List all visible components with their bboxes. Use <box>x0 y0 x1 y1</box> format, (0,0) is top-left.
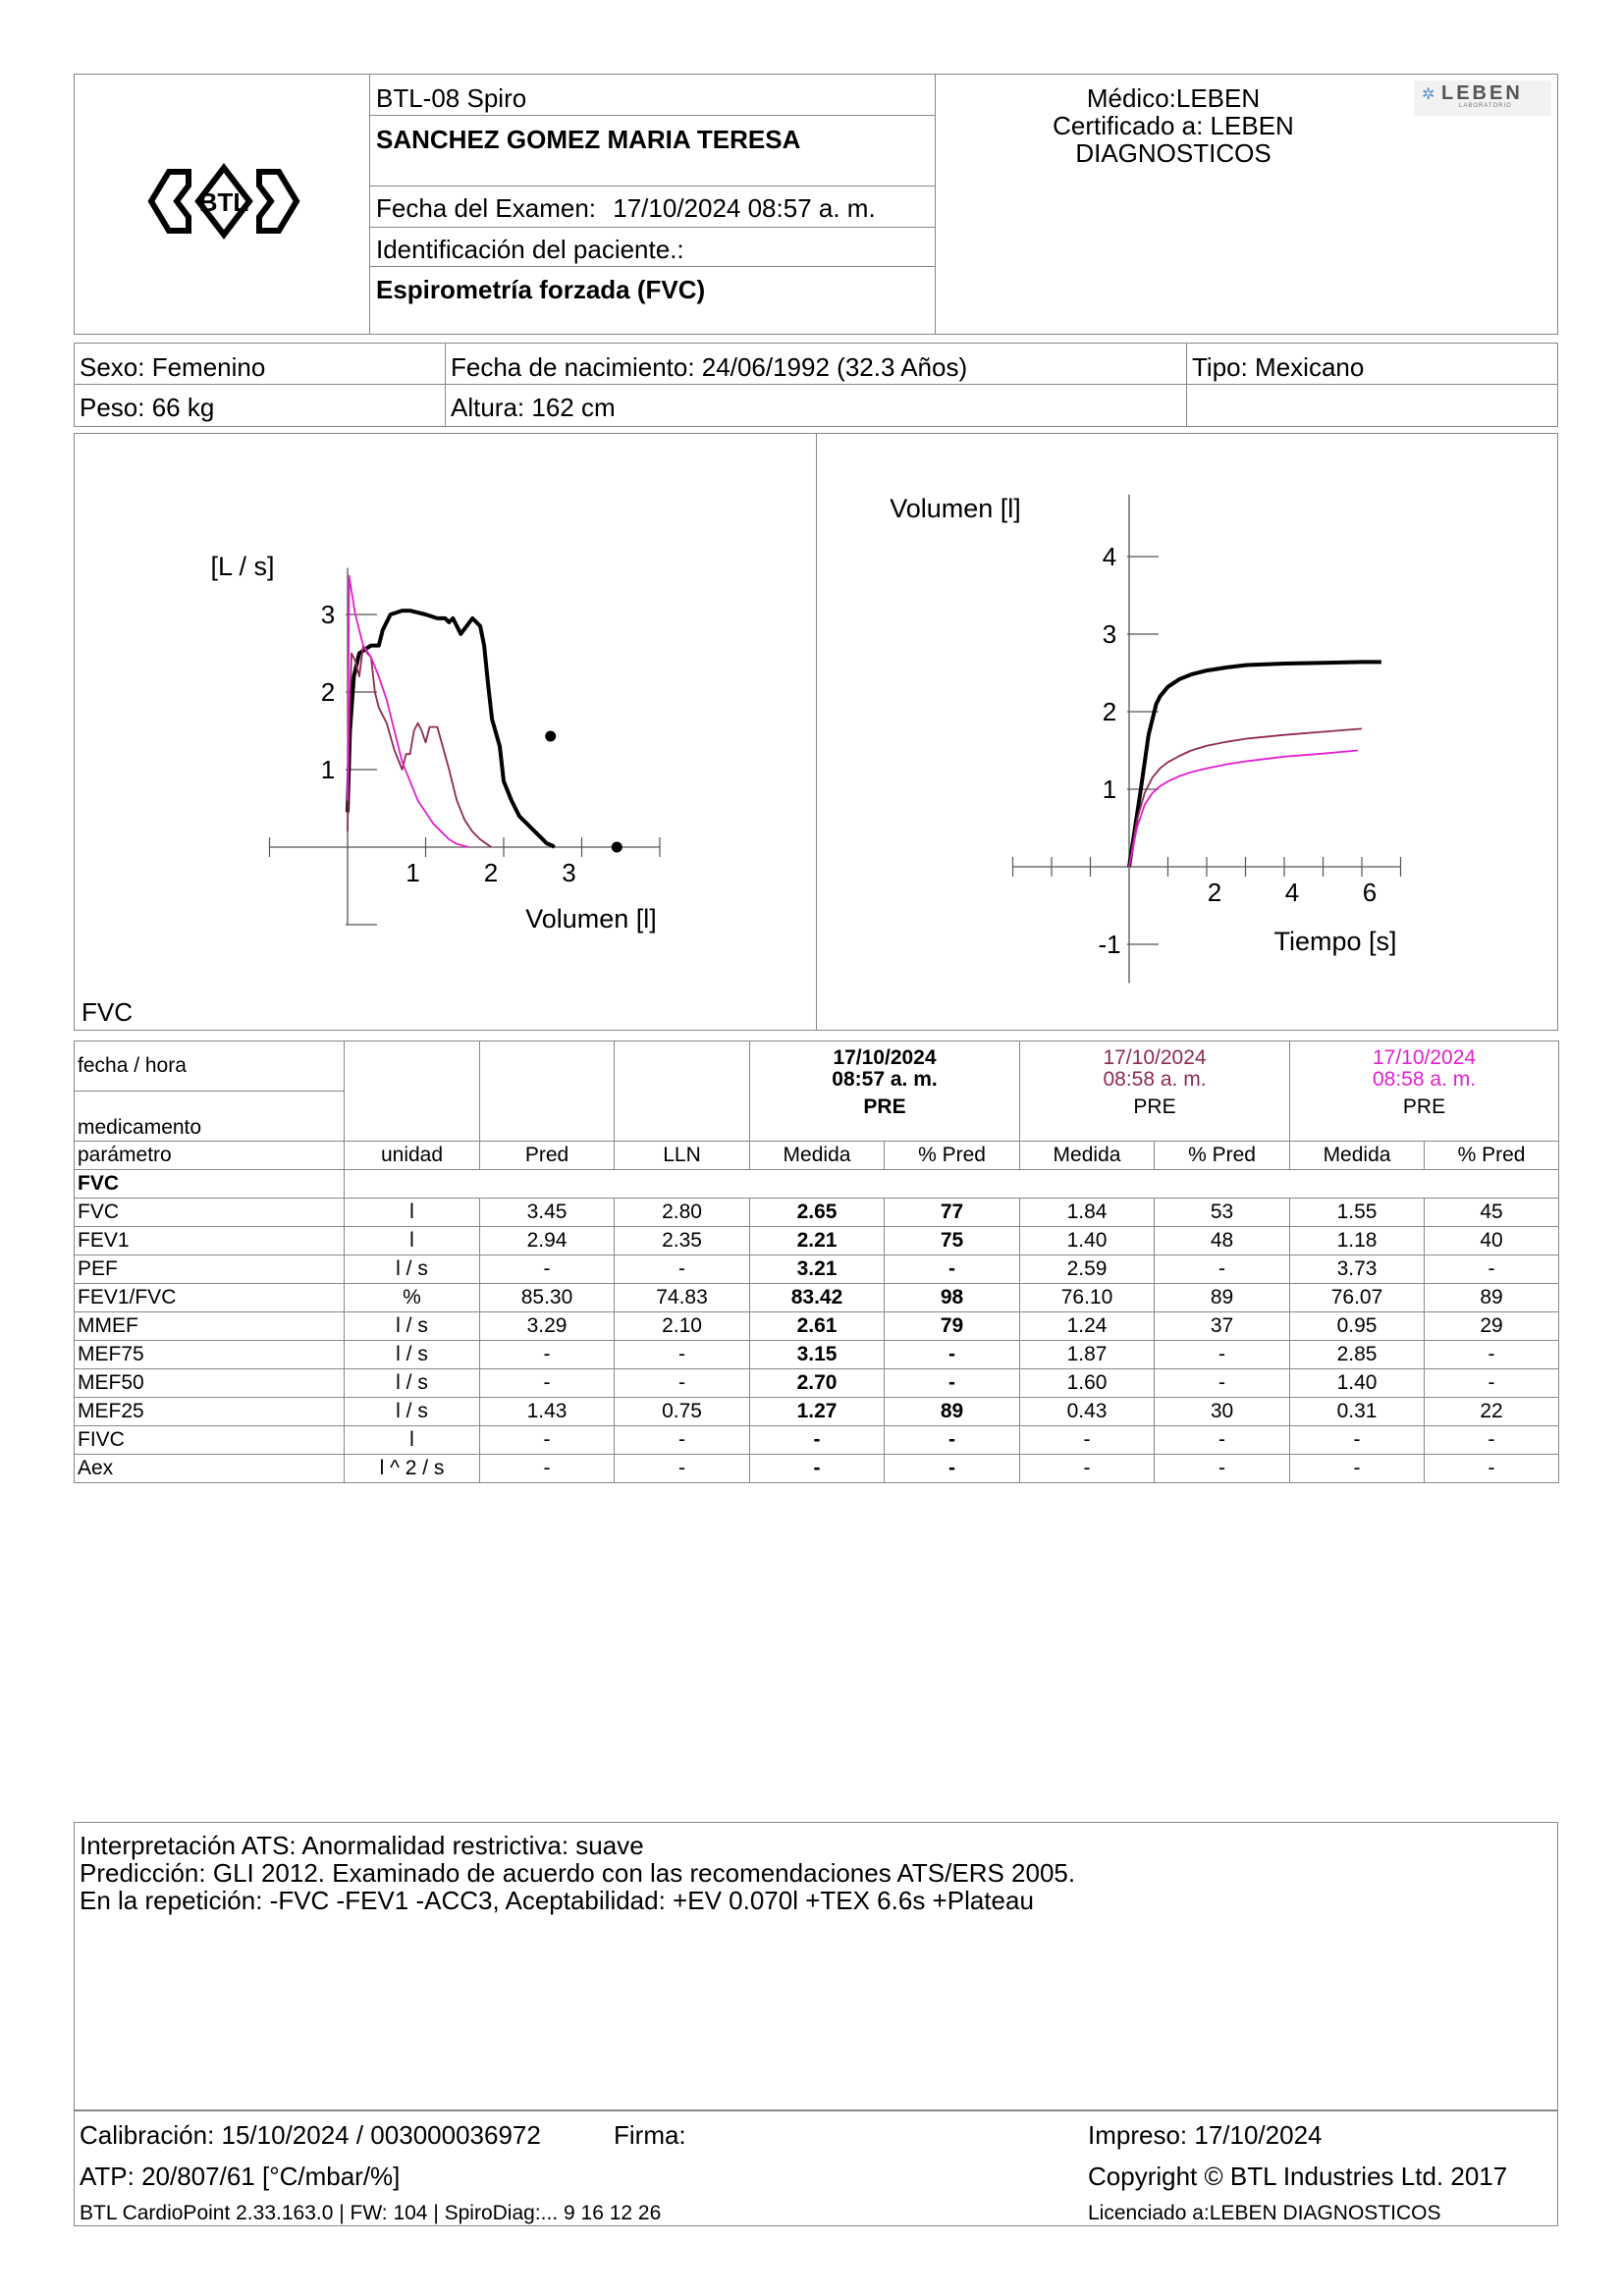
interpretation-text <box>80 1832 1075 1914</box>
table-cell: 1.40 <box>1290 1369 1425 1398</box>
table-cell: % <box>345 1284 480 1312</box>
interpretation-line-2: Predicción: GLI 2012. Examinado de acuerdo con las recomendaciones ATS/ERS 2005. <box>80 1858 1076 1888</box>
header-rule-2 <box>369 186 935 187</box>
table-cell: 30 <box>1155 1398 1290 1426</box>
interpretation-line-3: En la repetición: -FVC -FEV1 -ACC3, Aceptabilidad: +EV 0.070l +TEX 6.6s +Plateau <box>80 1886 1034 1915</box>
session-3-med: PRE <box>1402 1095 1446 1118</box>
table-cell: 3.45 <box>480 1199 615 1227</box>
table-cell: - <box>615 1455 750 1483</box>
column-header: % Pred <box>1155 1142 1290 1170</box>
y-tick-label: -1 <box>1098 930 1121 959</box>
table-cell: 1.60 <box>1020 1369 1155 1398</box>
header-rule-1 <box>369 115 935 116</box>
column-header: LLN <box>615 1142 750 1170</box>
patient-type: Tipo: Mexicano <box>1192 352 1365 382</box>
table-cell: - <box>1020 1455 1155 1483</box>
parameter-name: PEF <box>75 1255 345 1284</box>
table-cell: 2.35 <box>615 1227 750 1255</box>
row-fecha-label: fecha / hora <box>75 1041 345 1092</box>
doctor-name: Médico:LEBEN <box>1086 83 1261 113</box>
parameter-name: Aex <box>75 1455 345 1483</box>
table-cell: 85.30 <box>480 1284 615 1312</box>
table-cell: 1.40 <box>1020 1227 1155 1255</box>
flow-volume-chart <box>76 435 814 1029</box>
patient-info-rule <box>74 384 1558 385</box>
btl-logo <box>147 162 300 240</box>
x-axis-label: Volumen [l] <box>525 904 657 934</box>
table-cell: 3.29 <box>480 1312 615 1341</box>
table-cell: - <box>480 1426 615 1455</box>
table-cell: 89 <box>1425 1284 1559 1312</box>
table-cell: 79 <box>885 1312 1020 1341</box>
table-cell: l <box>345 1227 480 1255</box>
patient-weight: Peso: 66 kg <box>80 393 215 422</box>
test-type: Espirometría forzada (FVC) <box>376 275 706 304</box>
table-column-header-row <box>75 1142 1559 1170</box>
table-cell: 0.75 <box>615 1398 750 1426</box>
series-line-3 <box>1129 751 1358 868</box>
calibration-text: Calibración: 15/10/2024 / 003000036972 <box>80 2120 541 2150</box>
charts-divider <box>816 433 817 1031</box>
y-tick-label: 3 <box>320 600 336 629</box>
table-cell: 22 <box>1425 1398 1559 1426</box>
session-1-header <box>750 1041 1020 1142</box>
parameter-name: FEV1 <box>75 1227 345 1255</box>
table-cell: 40 <box>1425 1227 1559 1255</box>
column-header: parámetro <box>75 1142 345 1170</box>
table-row <box>75 1426 1559 1455</box>
table-cell: - <box>615 1341 750 1369</box>
table-cell: 74.83 <box>615 1284 750 1312</box>
table-cell: - <box>615 1369 750 1398</box>
table-cell: 76.07 <box>1290 1284 1425 1312</box>
header-rule-3 <box>369 227 935 228</box>
table-cell: - <box>885 1255 1020 1284</box>
series-line-1 <box>1129 662 1381 867</box>
patient-id-label: Identificación del paciente.: <box>376 235 684 264</box>
patient-info-div-1 <box>445 343 446 427</box>
table-cell: - <box>1425 1341 1559 1369</box>
y-axis-label: Volumen [l] <box>890 494 1021 523</box>
x-tick-label: 1 <box>406 858 420 887</box>
table-row <box>75 1284 1559 1312</box>
table-cell: 3.15 <box>750 1341 885 1369</box>
exam-date-label: Fecha del Examen: <box>376 193 597 223</box>
session-1-time: 08:57 a. m. <box>832 1068 938 1091</box>
table-cell: 37 <box>1155 1312 1290 1341</box>
column-header: Pred <box>480 1142 615 1170</box>
predicted-point <box>612 842 622 853</box>
table-cell: 48 <box>1155 1227 1290 1255</box>
table-cell: - <box>885 1369 1020 1398</box>
y-axis-label: [L / s] <box>210 552 275 581</box>
exam-date-value: 17/10/2024 08:57 a. m. <box>613 193 876 223</box>
predicted-point <box>545 731 556 742</box>
table-cell: 2.21 <box>750 1227 885 1255</box>
table-cell: 2.61 <box>750 1312 885 1341</box>
y-tick-label: 3 <box>1102 619 1117 649</box>
certified-line-1: Certificado a: LEBEN <box>1053 111 1294 140</box>
table-cell: 1.87 <box>1020 1341 1155 1369</box>
table-cell: 45 <box>1425 1199 1559 1227</box>
table-cell: l / s <box>345 1255 480 1284</box>
table-cell: 53 <box>1155 1199 1290 1227</box>
copyright-text: Copyright © BTL Industries Ltd. 2017 <box>1088 2162 1508 2191</box>
y-tick-label: 4 <box>1102 542 1117 571</box>
table-cell: 1.43 <box>480 1398 615 1426</box>
table-cell: l ^ 2 / s <box>345 1455 480 1483</box>
column-header: % Pred <box>885 1142 1020 1170</box>
table-cell: 89 <box>1155 1284 1290 1312</box>
patient-sex: Sexo: Femenino <box>80 352 266 382</box>
atp-text: ATP: 20/807/61 [°C/mbar/%] <box>80 2162 401 2191</box>
table-cell: - <box>1290 1426 1425 1455</box>
table-cell: 89 <box>885 1398 1020 1426</box>
table-cell: l <box>345 1426 480 1455</box>
table-cell: 83.42 <box>750 1284 885 1312</box>
table-cell: - <box>1425 1255 1559 1284</box>
session-3-time: 08:58 a. m. <box>1372 1068 1477 1091</box>
table-cell: - <box>750 1426 885 1455</box>
table-cell: 75 <box>885 1227 1020 1255</box>
session-3-date: 17/10/2024 <box>1372 1046 1477 1069</box>
parameter-name: MEF75 <box>75 1341 345 1369</box>
session-1-date: 17/10/2024 <box>833 1046 937 1069</box>
table-cell: - <box>480 1455 615 1483</box>
table-cell: 1.18 <box>1290 1227 1425 1255</box>
table-row <box>75 1227 1559 1255</box>
parameter-name: MEF25 <box>75 1398 345 1426</box>
table-cell: 0.31 <box>1290 1398 1425 1426</box>
series-line-2 <box>348 646 491 847</box>
table-cell: - <box>1155 1426 1290 1455</box>
table-row <box>75 1199 1559 1227</box>
table-cell: l / s <box>345 1312 480 1341</box>
table-cell: 1.84 <box>1020 1199 1155 1227</box>
table-cell: - <box>1155 1369 1290 1398</box>
table-cell: - <box>480 1369 615 1398</box>
patient-name: SANCHEZ GOMEZ MARIA TERESA <box>376 125 801 154</box>
table-row <box>75 1455 1559 1483</box>
table-cell: - <box>1290 1455 1425 1483</box>
session-3-header <box>1290 1041 1559 1142</box>
header-rule-4 <box>369 266 935 267</box>
table-cell: 1.27 <box>750 1398 885 1426</box>
results-table <box>74 1041 1559 1483</box>
session-2-date: 17/10/2024 <box>1103 1046 1207 1069</box>
table-row <box>75 1369 1559 1398</box>
table-cell: - <box>1425 1369 1559 1398</box>
session-1-med: PRE <box>863 1095 906 1118</box>
interpretation-line-1: Interpretación ATS: Anormalidad restrictiva: suave <box>80 1831 644 1860</box>
table-cell: l / s <box>345 1398 480 1426</box>
table-cell: 2.80 <box>615 1199 750 1227</box>
table-section-row <box>75 1170 1559 1199</box>
table-cell: 76.10 <box>1020 1284 1155 1312</box>
table-cell: - <box>885 1455 1020 1483</box>
session-2-header <box>1020 1041 1290 1142</box>
table-cell: 2.10 <box>615 1312 750 1341</box>
table-header-row-date <box>75 1041 1559 1092</box>
parameter-name: FIVC <box>75 1426 345 1455</box>
section-label: FVC <box>75 1170 345 1199</box>
parameter-name: MEF50 <box>75 1369 345 1398</box>
device-name: BTL-08 Spiro <box>376 83 527 113</box>
x-tick-label: 6 <box>1362 878 1378 907</box>
table-cell: 77 <box>885 1199 1020 1227</box>
table-cell: 29 <box>1425 1312 1559 1341</box>
exam-date <box>376 193 876 224</box>
table-cell: - <box>1155 1341 1290 1369</box>
table-cell: - <box>480 1255 615 1284</box>
table-cell: l / s <box>345 1369 480 1398</box>
table-cell: - <box>885 1341 1020 1369</box>
session-2-time: 08:58 a. m. <box>1103 1068 1207 1091</box>
leben-logo-text: LEBEN <box>1441 82 1523 104</box>
patient-birth: Fecha de nacimiento: 24/06/1992 (32.3 Años) <box>451 352 968 382</box>
x-tick-label: 4 <box>1284 878 1300 907</box>
svg-text:BTL: BTL <box>198 187 249 217</box>
parameter-name: MMEF <box>75 1312 345 1341</box>
series-line-3 <box>348 576 468 848</box>
table-cell: 1.55 <box>1290 1199 1425 1227</box>
volume-time-chart <box>818 435 1556 1029</box>
leben-logo <box>1414 80 1551 116</box>
x-tick-label: 2 <box>1207 878 1222 907</box>
table-cell: 2.85 <box>1290 1341 1425 1369</box>
table-cell: 2.94 <box>480 1227 615 1255</box>
certified-line-2: DIAGNOSTICOS <box>1075 138 1271 168</box>
column-header: Medida <box>1020 1142 1155 1170</box>
series-line-1 <box>348 611 555 847</box>
software-version: BTL CardioPoint 2.33.163.0 | FW: 104 | SpiroDiag:... 9 16 12 26 <box>80 2202 662 2224</box>
doctor-block <box>935 84 1412 167</box>
table-cell: 2.65 <box>750 1199 885 1227</box>
table-cell: 0.43 <box>1020 1398 1155 1426</box>
charts-label: FVC <box>81 997 133 1027</box>
table-cell: 0.95 <box>1290 1312 1425 1341</box>
x-tick-label: 3 <box>562 858 576 887</box>
table-cell: 2.70 <box>750 1369 885 1398</box>
parameter-name: FVC <box>75 1199 345 1227</box>
x-tick-label: 2 <box>483 858 499 887</box>
signature-label: Firma: <box>614 2120 686 2150</box>
row-medicamento-label: medicamento <box>75 1092 345 1142</box>
y-tick-label: 1 <box>1102 774 1117 804</box>
table-cell: 3.21 <box>750 1255 885 1284</box>
parameter-name: FEV1/FVC <box>75 1284 345 1312</box>
printed-date: Impreso: 17/10/2024 <box>1088 2120 1323 2150</box>
table-cell: - <box>1425 1426 1559 1455</box>
table-cell: 3.73 <box>1290 1255 1425 1284</box>
leben-logo-sub: LABORATORIO <box>1459 103 1512 109</box>
table-cell: 98 <box>885 1284 1020 1312</box>
y-tick-label: 2 <box>320 677 336 707</box>
column-header: unidad <box>345 1142 480 1170</box>
table-cell: - <box>1425 1455 1559 1483</box>
y-tick-label: 1 <box>320 755 336 784</box>
table-cell: - <box>885 1426 1020 1455</box>
table-cell: 2.59 <box>1020 1255 1155 1284</box>
session-2-med: PRE <box>1133 1095 1176 1118</box>
y-tick-label: 2 <box>1102 697 1117 726</box>
column-header: Medida <box>750 1142 885 1170</box>
table-cell: - <box>1155 1255 1290 1284</box>
table-row <box>75 1255 1559 1284</box>
table-cell: - <box>1020 1426 1155 1455</box>
series-line-2 <box>1129 728 1362 867</box>
column-header: % Pred <box>1425 1142 1559 1170</box>
table-cell: - <box>480 1341 615 1369</box>
table-cell: l <box>345 1199 480 1227</box>
table-cell: - <box>750 1455 885 1483</box>
table-cell: - <box>1155 1455 1290 1483</box>
leben-logo-icon: ✲ <box>1422 86 1435 103</box>
table-row <box>75 1312 1559 1341</box>
table-cell: 1.24 <box>1020 1312 1155 1341</box>
x-axis-label: Tiempo [s] <box>1273 927 1397 956</box>
header-divider-left <box>369 74 370 335</box>
patient-info-div-2 <box>1186 343 1187 427</box>
table-cell: l / s <box>345 1341 480 1369</box>
patient-height: Altura: 162 cm <box>451 393 616 422</box>
column-header: Medida <box>1290 1142 1425 1170</box>
table-row <box>75 1398 1559 1426</box>
table-cell: - <box>615 1255 750 1284</box>
licensed-to: Licenciado a:LEBEN DIAGNOSTICOS <box>1088 2202 1441 2224</box>
table-cell: - <box>615 1426 750 1455</box>
table-row <box>75 1341 1559 1369</box>
